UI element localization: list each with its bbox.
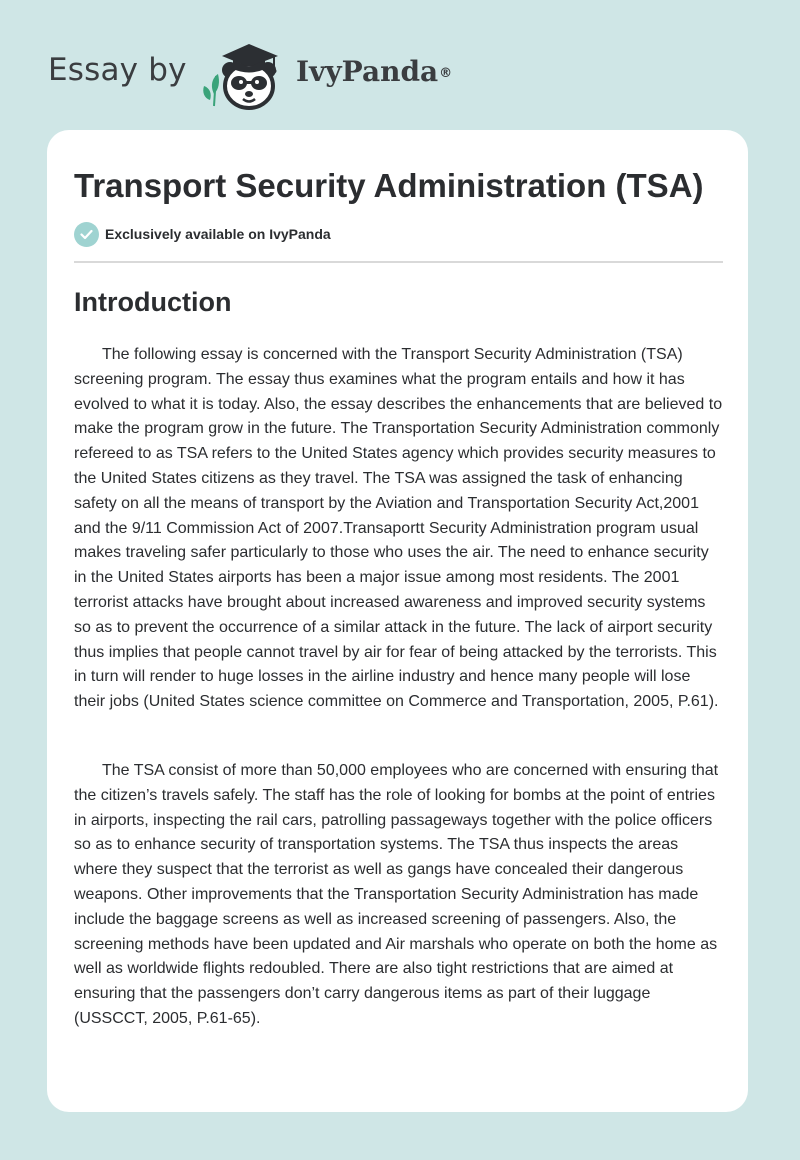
essay-card bbox=[47, 130, 748, 1112]
exclusive-badge bbox=[74, 221, 331, 247]
badge-text: Exclusively available on IvyPanda bbox=[105, 226, 331, 242]
panda-graduate-icon[interactable] bbox=[200, 36, 296, 112]
brand-name[interactable]: IvyPanda® bbox=[296, 55, 453, 88]
paragraph: The TSA consist of more than 50,000 employees who are concerned with ensuring that the citizen’s travels safely. The staff has the role of looking for bombs at the point of entries in airports, inspecting the rail cars, patrolling passageways together with the police officers so as to enhance security of transportation systems. The TSA thus inspects the areas where they suspect that the terrorist as well as gangs have concealed their dangerous weapons. Other improvements that the Transportation Security Administration has made include the baggage screens as well as increased screening of passengers. Also, the screening methods have been updated and Air marshals who operate on both the home as well as worldwide flights redoubled. There are also tight restrictions that are aimed at ensuring that the passengers don’t carry dangerous items as part of their luggage (USSCCT, 2005, P.61-65). bbox=[74, 762, 719, 1027]
paragraph: The following essay is concerned with the Transport Security Administration (TSA) screening program. The essay thus examines what the program entails and how it has evolved to what it is today. Also, the essay describes the enhancements that are believed to make the program grow in the future. The Transportation Security Administration commonly refereed to as TSA refers to the United States agency which provides security measures to the United States citizens as they travel. The TSA was assigned the task of enhancing safety on all the means of transport by the Aviation and Transportation Security Act,2001 and the 9/11 Commission Act of 2007.Transaportt Security Administration program usual makes traveling safer particularly to those who uses the air. The need to enhance security in the United States airports has been a major issue among most residents. The 2001 terrorist attacks have brought about increased awareness and improved security systems so as to prevent the occurrence of a similar attack in the future. The lack of airport security thus implies that people cannot travel by air for fear of being attacked by the terrorists. This in turn will render to huge losses in the airline industry and hence many people will lose their jobs (United States science committee on Commerce and Transportation, 2005, P.61). bbox=[74, 346, 723, 711]
registered-mark: ® bbox=[439, 66, 453, 81]
page-title: Transport Security Administration (TSA) bbox=[74, 167, 704, 204]
section-heading-introduction: Introduction bbox=[74, 287, 232, 317]
check-icon bbox=[74, 222, 99, 247]
divider bbox=[74, 261, 723, 263]
site-header bbox=[0, 0, 800, 130]
brand-prefix: Essay by bbox=[48, 52, 187, 88]
